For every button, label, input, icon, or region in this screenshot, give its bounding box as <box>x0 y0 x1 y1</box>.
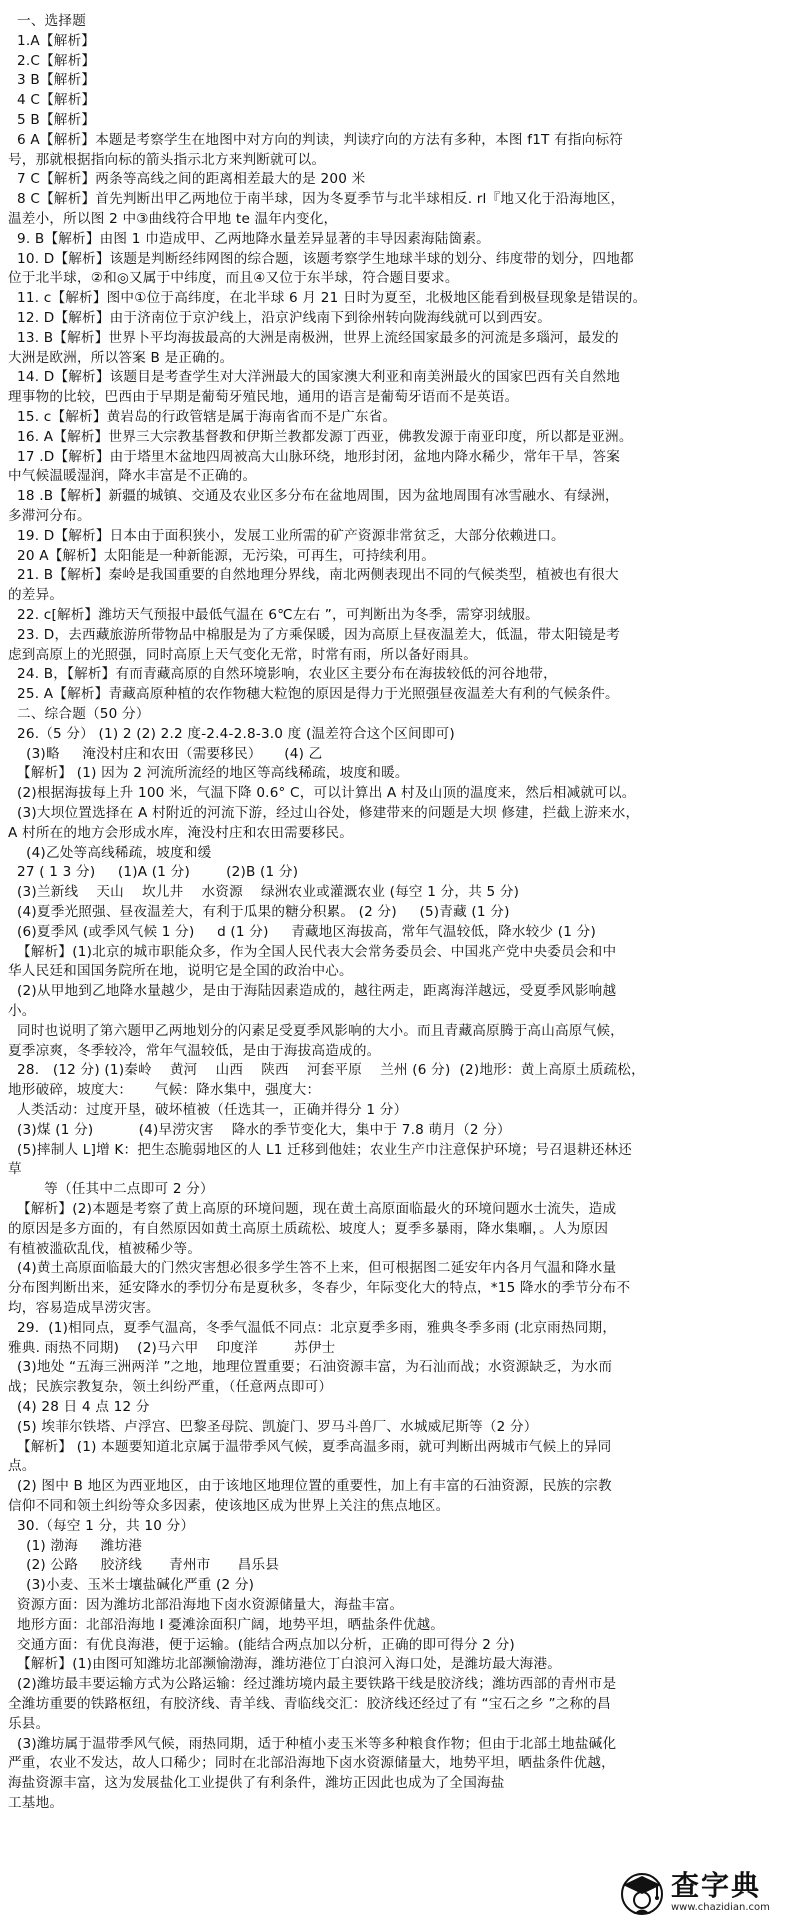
text-line: 26.（5 分） (1) 2 (2) 2.2 度-2.4-2.8-3.0 度 (温差符合这个区间即可) <box>8 725 455 742</box>
text-line: 22. c[解析】潍坊天气预报中最低气温在 6℃左右 ”，可判断出为冬季，需穿羽绒服。 <box>8 607 539 623</box>
text-line: 分布图判断出来，延安降水的季忉分布是夏秋多，冬春少，年际变化大的特点，*15 降水的季节分布不 <box>8 1280 631 1297</box>
text-line: 地形方面：北部沿海地 I 憂滩涂面积广阔，地势平坦，晒盐条件优越。 <box>8 1616 445 1633</box>
text-line: (3)兰新线 天山 坎儿井 水资源 绿洲农业或灌溉农业 (每空 1 分，共 5 分) <box>8 884 520 901</box>
text-line: 8 C【解析】首先判断出甲乙两地位于南半球，因为冬夏季节与北半球相反. rl『地又化于沿海地区， <box>8 191 625 208</box>
text-line: 11. c【解析】图中①位于高纬度，在北半球 6 月 21 日时为夏至，北极地区能看到极昼现象是错误的。 <box>8 290 647 307</box>
text-line: 13. B【解析】世界卜平均海拔最高的大洲是南极洲，世界上流经国家最多的河流是多瑙河，最发的 <box>8 329 619 346</box>
text-line: 多滞河分布。 <box>8 508 91 524</box>
text-line: 30.（每空 1 分，共 10 分） <box>8 1517 195 1534</box>
text-line: 7 C【解析】两条等高线之间的距离相差最大的是 200 米 <box>8 171 366 188</box>
text-line: 交通方面：有优良海港，便于运输。(能结合两点加以分析，正确的即可得分 2 分) <box>8 1636 515 1653</box>
text-line: 的差异。 <box>8 587 64 604</box>
text-line: 等（任其中二点即可 2 分） <box>8 1181 214 1198</box>
text-line: 全潍坊重要的铁路枢纽，有胶济线、青羊线、青临线交汇：胶济线还经过了有 “宝石之乡 ”之称的昌 <box>8 1696 611 1712</box>
text-line: 23. D，去西藏旅游所带物品中棉服是为了方乘保暖，因为高原上昼夜温差大，低温，带太阳镜是考 <box>8 626 620 643</box>
text-line: 10. D【解析】该题是判断经纬网图的综合题，该题考察学生地球半球的划分、纬度带的划分，四地都 <box>8 250 634 267</box>
text-line: 严重，农业不发达，故人口稀少；同时在北部沿海地下卤水资源储量大，地势平坦，晒盐条件优越， <box>8 1755 615 1772</box>
text-line: 位于北半球，②和◎又属于中纬度，而且④又位于东半球，符合题目要求。 <box>8 270 459 287</box>
text-line: (2)潍坊最丰要运输方式为公路运输：经过潍坊境内最主要铁路干线是胶济线；潍坊西部的青州市是 <box>8 1676 617 1693</box>
text-line: (3)地处 “五海三洲两洋 ”之地，地理位置重要；石油资源丰富，为石汕而战；水资源缺乏，为水而 <box>8 1359 613 1376</box>
text-line: 20 A【解析】太阳能是一种新能源，无污染，可再生，可持续利用。 <box>8 547 435 564</box>
text-line: 3 B【解析】 <box>8 72 96 89</box>
text-line: (5)摔制人 L]增 K：把生态脆弱地区的人 L1 迁移到他娃；农业生产巾注意保护环境；号召退耕还林还 <box>8 1141 632 1158</box>
text-line: 资源方面：因为潍坊北部沿海地下卤水资源储量大，海盐丰富。 <box>8 1597 404 1613</box>
text-line: (2)从甲地到乙地降水量越少，是由于海陆因素造成的，越往两走，距离海洋越远，受夏季风影响越 <box>8 983 617 1000</box>
text-line: (4) 28 日 4 点 12 分 <box>8 1399 150 1415</box>
watermark-logo-text: 查字典 <box>671 1869 762 1902</box>
text-line: 27 ( 1 3 分) (1)A (1 分) (2)B (1 分) <box>8 864 299 881</box>
text-line: 华人民廷和国国务院所在地，说明它是全国的政治中心。 <box>8 963 353 980</box>
text-line: 1.A【解析】 <box>8 32 96 49</box>
text-line: 小。 <box>8 1003 36 1019</box>
text-line: (3)煤 (1 分) (4)早涝灾害 降水的季节变化大，集中于 7.8 萌月（2 分） <box>8 1121 511 1138</box>
text-line: 地形破碎，坡度大： 气候：降水集中，强度大： <box>8 1082 321 1099</box>
text-line: 有植被滥砍乱伐，植被稀少等。 <box>8 1240 202 1257</box>
text-line: 【解析】(2)本题是考察了黄上高原的环境问题，现在黄土高原面临最火的环境问题水士流失，造成 <box>8 1201 617 1217</box>
text-line: 25. A【解析】青藏高原种植的农作物穗大粒饱的原因是得力于光照强昼夜温差大有利的气候条件。 <box>8 686 619 703</box>
text-line: 温差小，所以图 2 中③曲线符合甲地 te 温年内变化， <box>8 211 338 227</box>
text-line: 雅典. 雨热不同期) (2)马六甲 印度洋 苏伊士 <box>8 1339 336 1356</box>
text-line: 【解析】(1)北京的城市职能众多，作为全国人民代表大会常务委员会、中国兆产党中央委员会和中 <box>8 943 617 960</box>
text-line: 工基地。 <box>8 1795 64 1811</box>
text-line: 同时也说明了第六题甲乙两地划分的闪素足受夏季风影响的大小。而且青藏高原腾于高山高原气候， <box>8 1022 624 1039</box>
text-line: (1) 渤海 潍坊港 <box>8 1537 143 1554</box>
text-line: 18 .B【解析】新疆的城镇、交通及农业区多分布在盆地周围，因为盆地周围有冰雪融水、有绿洲， <box>8 488 619 505</box>
text-line: 人类活动：过度开垦，破坏植被（任选其一，正确并得分 1 分） <box>8 1102 408 1118</box>
text-line: 12. D【解析】由于济南位于京沪线上，沿京沪线南下到徐州转向陇海线就可以到西安。 <box>8 310 552 326</box>
text-line: (3)大坝位置选择在 A 村附近的河流下游，经过山谷处，修建带来的问题是大坝 修建，拦截上游来水， <box>8 805 640 821</box>
text-line: 草 <box>8 1161 22 1178</box>
text-line: 信仰不同和领土纠纷等众多因素，使该地区成为世界上关注的焦点地区。 <box>8 1498 450 1514</box>
text-line: 中气候温暖湿润，降水丰富是不正确的。 <box>8 468 257 485</box>
text-line: 虑到高原上的光照强，同时高原上天气变化无常，时常有雨，所以备好雨具。 <box>8 646 477 663</box>
text-line: 二、综合题（50 分） <box>8 706 150 722</box>
text-line: 夏季凉爽，冬季较冷，常年气温较低，是由于海拔高造成的。 <box>8 1042 381 1059</box>
text-line: 17 .D【解析】由于塔里木盆地四周被高大山脉环绕，地形封闭，盆地内降水稀少，常年干旱，答案 <box>8 448 620 465</box>
text-line: (2)根据海拔每上升 100 米，气温下降 0.6° C，可以计算出 A 村及山顶的温度来，然后相减就可以。 <box>8 785 636 802</box>
text-line: 6 A【解析】本题是考察学生在地图中对方向的判读，判读疗向的方法有多种，本图 f1T 有指向标符 <box>8 131 624 148</box>
text-line: 号，那就根据指向标的箭头指示北方来判断就可以。 <box>8 151 326 168</box>
text-line: 一、选择题 <box>8 13 87 29</box>
text-line: (6)夏季风 (或季风气候 1 分) d (1 分) 青藏地区海拔高，常年气温较低，降水较少 (1 分) <box>8 923 596 940</box>
text-line: 海盐资源丰富，这为发展盐化工业提供了有利条件，潍坊正因此也成为了全国海盐 <box>8 1775 505 1792</box>
text-line: A 村所在的地方会形成水库，淹没村庄和农田需要移民。 <box>8 824 354 841</box>
text-line: (2) 公路 胶济线 青州市 昌乐县 <box>8 1557 280 1574</box>
text-line: 9. B【解析】由图 1 巾造成甲、乙两地降水量差异显著的丰导因素海陆箇素。 <box>8 230 490 247</box>
text-line: 19. D【解析】日本由于面积狭小，发展工业所需的矿产资源非常贫乏，大部分依赖进口。 <box>8 527 565 544</box>
text-line: 4 C【解析】 <box>8 92 96 109</box>
text-line: (4)黄土高原面临最大的门然灾害想必很多学生答不上来，但可根据图二延安年内各月气温和降水量 <box>8 1260 617 1277</box>
text-line: (5) 埃菲尔铁塔、卢浮宫、巴黎圣母院、凯旋门、罗马斗兽厂、水城威尼斯等（2 分） <box>8 1418 538 1435</box>
text-line: 理事物的比较，巴西由于早期是葡萄牙殖民地，通用的语言是葡萄牙语而不是英语。 <box>8 389 519 406</box>
watermark <box>617 1859 787 1925</box>
text-line: 5 B【解析】 <box>8 112 96 128</box>
text-line: 21. B【解析】秦岭是我国重要的自然地理分界线，南北两侧表现出不同的气候类型，植被也有很大 <box>8 567 619 584</box>
text-line: (3)潍坊属于温带季风气候，雨热同期，适于种植小麦玉米等多种粮食作物；但由于北部土地盐碱化 <box>8 1735 617 1752</box>
graduate-cap-icon <box>617 1867 667 1917</box>
text-line: 点。 <box>8 1458 36 1475</box>
text-line: 【解析】 (1) 因为 2 河流所流经的地区等高线稀疏，坡度和暖。 <box>8 765 409 782</box>
text-line: 16. A【解析】世界三大宗教基督教和伊斯兰教都发源丁西亚，佛教发源于南亚印度，所以都是亚洲。 <box>8 428 633 445</box>
text-line: (2) 图中 B 地区为西亚地区，由于该地区地理位置的重要性，加上有丰富的石油资源，民族的宗教 <box>8 1478 612 1495</box>
text-line: 战；民族宗教复杂，领土纠纷严重，（任意两点即可） <box>8 1379 333 1396</box>
text-line: 24. B，【解析】有而青藏高原的自然环境影响，农业区主要分布在海拔较低的河谷地带， <box>8 666 557 683</box>
text-line: 15. c【解析】黄岩岛的行政管辖是属于海南省而不是广东省。 <box>8 409 397 425</box>
watermark-url: www.chazidian.com <box>671 1902 770 1913</box>
text-line: (3)略 淹没村庄和农田（需要移民） (4) 乙 <box>8 745 323 762</box>
text-line: 的原因是多方面的，有自然原因如黄土高原土质疏松、坡度人；夏季多暴雨，降水集嗰，。人为原因 <box>8 1220 609 1237</box>
text-line: (4)夏季光照强、昼夜温差大，有利于瓜果的糖分积累。 (2 分) (5)青藏 (1 分) <box>8 904 510 920</box>
text-line: 乐县。 <box>8 1715 50 1732</box>
text-line: (3)小麦、玉米士壤盐碱化严重 (2 分) <box>8 1577 255 1594</box>
text-line: 29. (1)相同点，夏季气温高，冬季气温低不同点：北京夏季多雨，雅典冬季多雨 (北京雨热同期， <box>8 1319 617 1336</box>
text-line: 【解析】 (1) 本题要知道北京属于温带季风气候，夏季高温多雨，就可判断出两城市气候上的异同 <box>8 1438 612 1455</box>
text-line: 28. (12 分) (1)秦岭 黄河 山西 陕西 河套平原 兰州 (6 分) (2)地形：黄上高原土质疏松， <box>8 1062 645 1079</box>
text-line: 14. D【解析】该题目是考查学生对大洋洲最大的国家澳大利亚和南美洲最火的国家巴西有关自然地 <box>8 369 620 386</box>
text-line: 均，容易造成旱涝灾害。 <box>8 1300 160 1316</box>
text-line: 【解析】(1)由图可知潍坊北部濒愉渤海，潍坊港位丁白浪河入海口处，是潍坊最大海港。 <box>8 1656 562 1673</box>
text-line: 2.C【解析】 <box>8 52 96 69</box>
text-line: (4)乙处等高线稀疏，坡度和缓 <box>8 844 212 861</box>
text-line: 大洲是欧洲，所以答案 B 是正确的。 <box>8 349 234 366</box>
